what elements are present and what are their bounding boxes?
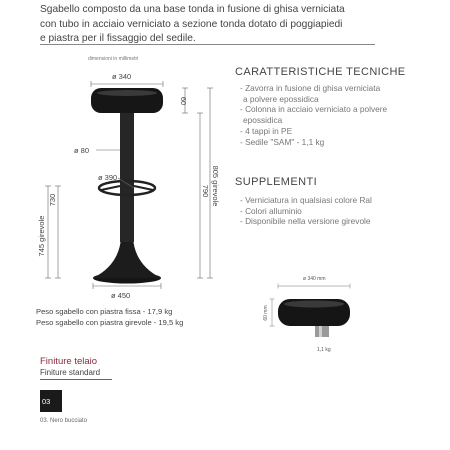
- weight-swivel: Peso sgabello con piastra girevole - 19,5 kg: [36, 317, 184, 327]
- specs-item: epossidica: [243, 115, 283, 126]
- specs-item: - Sedile "SAM" - 1,1 kg: [240, 136, 325, 147]
- dim-column-diameter: ø 80: [74, 146, 90, 155]
- specs-title: CARATTERISTICHE TECNICHE: [235, 66, 406, 78]
- intro-line-3: e piastra per il fissaggio del sedile.: [40, 33, 196, 44]
- dim-height-745: 745 girevole: [37, 215, 46, 257]
- specs-list: [240, 83, 430, 147]
- specs-item: - Zavorra in fusione di ghisa verniciata: [240, 83, 381, 93]
- seat-post-highlight: [319, 325, 322, 337]
- dimensions-caption: dimensioni in millimetri: [88, 56, 139, 62]
- weight-fixed: Peso sgabello con piastra fissa - 17,9 kg: [36, 307, 173, 316]
- dim-seat-diameter: ø 340: [112, 72, 132, 81]
- finishes-subtitle: Finiture standard: [40, 368, 101, 377]
- seat-height-label: 60 mm: [263, 305, 269, 321]
- seat-weight-label: 1,1 kg: [317, 347, 331, 353]
- swatch-label: 03. Nero bucciato: [40, 418, 88, 424]
- supplements-title: SUPPLEMENTI: [235, 176, 318, 188]
- weights: [36, 307, 183, 328]
- intro-line-2: con tubo in acciaio verniciato a sezione tonda dotato di poggiapiedi: [40, 18, 343, 30]
- specs-item: a polvere epossidica: [243, 93, 319, 104]
- supplements-item: - Colori alluminio: [240, 205, 302, 216]
- dim-height-805: 805 girevole: [211, 165, 220, 207]
- stool-seat-highlight: [97, 90, 157, 96]
- stool-base-cone: [93, 238, 161, 278]
- dim-height-790: 790: [201, 184, 210, 198]
- dim-footrest-diameter: ø 390: [98, 173, 118, 182]
- supplements-item: - Disponibile nella versione girevole: [240, 216, 371, 227]
- specs-item: - 4 tappi in PE: [240, 125, 293, 136]
- stool-column: [120, 112, 134, 242]
- footrest-strut-right: [134, 186, 153, 190]
- stool-illustration: [91, 88, 163, 284]
- seat-illustration: [278, 299, 350, 337]
- specs-item: - Colonna in acciaio verniciato a polvere: [240, 104, 388, 115]
- seat-cushion-highlight: [284, 301, 344, 308]
- swatch-code: 03: [42, 397, 51, 406]
- dim-height-730: 730: [48, 193, 57, 207]
- dim-base-diameter: ø 450: [111, 291, 131, 300]
- seat-diameter-label: ø 340 mm: [303, 276, 326, 282]
- supplements-item: - Verniciatura in qualsiasi colore Ral: [240, 195, 372, 205]
- finishes-title: Finiture telaio: [40, 356, 98, 367]
- dim-seat-height: 60: [179, 96, 188, 106]
- footrest-strut-left: [101, 186, 120, 190]
- finishes-divider: [40, 379, 112, 380]
- supplements-list: [240, 195, 430, 227]
- intro-line-1: Sgabello composto da una base tonda in fusione di ghisa verniciata: [40, 4, 345, 15]
